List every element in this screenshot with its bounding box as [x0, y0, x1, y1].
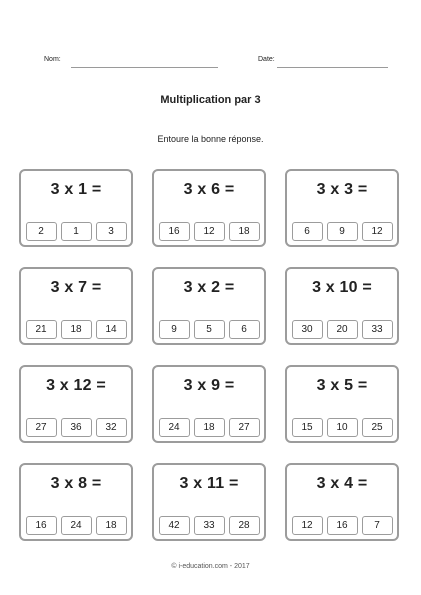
answer-options [287, 222, 397, 241]
answer-option[interactable]: 12 [292, 516, 323, 535]
answer-option[interactable]: 30 [292, 320, 323, 339]
answer-option[interactable]: 6 [292, 222, 323, 241]
question-text: 3 x 12 = [46, 377, 106, 394]
exercise-card [152, 365, 266, 443]
date-label: Date: [258, 56, 275, 63]
page-title: Multiplication par 3 [160, 94, 261, 106]
exercise-card [285, 365, 399, 443]
question-text: 3 x 8 = [50, 475, 102, 492]
question-text: 3 x 5 = [316, 377, 368, 394]
exercise-card [19, 267, 133, 345]
answer-option[interactable]: 16 [26, 516, 57, 535]
answer-options [287, 516, 397, 535]
answer-option[interactable]: 12 [194, 222, 225, 241]
question-text: 3 x 3 = [316, 181, 368, 198]
exercise-card [152, 169, 266, 247]
exercise-card [152, 463, 266, 541]
answer-option[interactable]: 1 [61, 222, 92, 241]
date-field-line[interactable] [277, 67, 388, 68]
answer-option[interactable]: 27 [229, 418, 260, 437]
answer-option[interactable]: 7 [362, 516, 393, 535]
answer-option[interactable]: 42 [159, 516, 190, 535]
answer-options [154, 418, 264, 437]
answer-option[interactable]: 21 [26, 320, 57, 339]
answer-options [154, 516, 264, 535]
answer-option[interactable]: 24 [61, 516, 92, 535]
answer-options [21, 516, 131, 535]
exercise-card [19, 169, 133, 247]
answer-options [154, 320, 264, 339]
answer-options [287, 320, 397, 339]
answer-option[interactable]: 2 [26, 222, 57, 241]
answer-option[interactable]: 36 [61, 418, 92, 437]
answer-option[interactable]: 18 [229, 222, 260, 241]
exercise-card [285, 267, 399, 345]
question-text: 3 x 10 = [312, 279, 372, 296]
question-text: 3 x 4 = [316, 475, 368, 492]
question-text: 3 x 11 = [179, 475, 239, 492]
answer-option[interactable]: 10 [327, 418, 358, 437]
question-text: 3 x 9 = [183, 377, 235, 394]
answer-option[interactable]: 15 [292, 418, 323, 437]
answer-option[interactable]: 3 [96, 222, 127, 241]
answer-option[interactable]: 27 [26, 418, 57, 437]
exercise-card [285, 169, 399, 247]
answer-option[interactable]: 33 [362, 320, 393, 339]
name-label: Nom: [44, 56, 61, 63]
question-text: 3 x 2 = [183, 279, 235, 296]
answer-option[interactable]: 18 [96, 516, 127, 535]
exercise-card [285, 463, 399, 541]
answer-option[interactable]: 18 [194, 418, 225, 437]
footer-copyright: © i-education.com - 2017 [171, 563, 250, 570]
question-text: 3 x 7 = [50, 279, 102, 296]
exercise-card [19, 365, 133, 443]
question-text: 3 x 1 = [50, 181, 102, 198]
exercise-card [19, 463, 133, 541]
question-text: 3 x 6 = [183, 181, 235, 198]
answer-option[interactable]: 20 [327, 320, 358, 339]
answer-option[interactable]: 33 [194, 516, 225, 535]
answer-option[interactable]: 5 [194, 320, 225, 339]
exercise-card [152, 267, 266, 345]
answer-option[interactable]: 6 [229, 320, 260, 339]
answer-option[interactable]: 24 [159, 418, 190, 437]
answer-option[interactable]: 16 [327, 516, 358, 535]
answer-options [154, 222, 264, 241]
answer-option[interactable]: 16 [159, 222, 190, 241]
answer-option[interactable]: 12 [362, 222, 393, 241]
answer-option[interactable]: 9 [327, 222, 358, 241]
answer-option[interactable]: 18 [61, 320, 92, 339]
answer-options [21, 320, 131, 339]
answer-option[interactable]: 28 [229, 516, 260, 535]
answer-options [21, 222, 131, 241]
name-field-line[interactable] [71, 67, 218, 68]
answer-option[interactable]: 9 [159, 320, 190, 339]
instruction-text: Entoure la bonne réponse. [157, 134, 264, 144]
answer-option[interactable]: 32 [96, 418, 127, 437]
answer-options [21, 418, 131, 437]
exercise-grid [19, 169, 399, 541]
answer-options [287, 418, 397, 437]
answer-option[interactable]: 14 [96, 320, 127, 339]
answer-option[interactable]: 25 [362, 418, 393, 437]
